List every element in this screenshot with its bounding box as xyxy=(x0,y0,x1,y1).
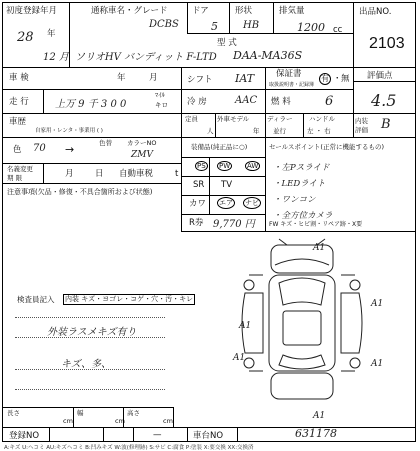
height-unit: cm xyxy=(163,417,173,425)
name-change-month: 月 xyxy=(65,169,74,179)
equipment-label: 装備品(純正品に○) xyxy=(191,143,248,151)
first-reg-label: 初度登録年月 xyxy=(6,6,58,16)
handle-label: ハンドル xyxy=(309,115,335,123)
history-sub: 自家用・レンタ・事業用 ( ) xyxy=(35,128,103,134)
color-no-label: カラーNO xyxy=(127,139,157,147)
displacement-unit: cc xyxy=(333,25,343,35)
color-label: 色 xyxy=(13,145,22,155)
width-label: 幅 xyxy=(77,409,84,417)
lot-value: 2103 xyxy=(369,35,405,52)
rating-value: 4.5 xyxy=(371,91,397,110)
warranty-sub: 取扱説明書・記録簿 xyxy=(269,82,315,88)
chassis-label: 車台NO xyxy=(193,431,224,441)
inspection-year: 年 xyxy=(117,73,126,83)
ac-value: AAC xyxy=(235,95,258,106)
inspector-label: 検査員記入 xyxy=(17,295,55,304)
note-line-2: キズ、多、 xyxy=(61,359,112,370)
equip-sr: SR xyxy=(193,180,205,190)
damage-mark-left-rear: A1 xyxy=(233,353,246,363)
length-unit: cm xyxy=(63,417,73,425)
inspector-items: 内装 キズ・ヨゴレ・コゲ・穴・汚・キレ xyxy=(65,295,194,303)
displacement-value: 1200 xyxy=(297,21,325,34)
ext-model-label: 外車モデル xyxy=(217,115,250,123)
warranty-no: 無 xyxy=(341,74,350,84)
mileage-unit-km: キロ xyxy=(155,101,168,109)
damage-mark-right-rear: A1 xyxy=(371,359,384,369)
width-unit: cm xyxy=(115,417,125,425)
interior-sub: 評価 xyxy=(355,126,368,134)
capacity-label: 定員 xyxy=(185,115,198,123)
equip-leather: カワ xyxy=(189,199,207,209)
shift-value: IAT xyxy=(235,72,255,85)
legend-footer: A:キズ U:ヘコミ AU:キズヘコミ B:凹みキズ W:波(修理跡) S:サビ C:腐食 P:塗装 X:要交換 XX:交換済 xyxy=(4,445,254,451)
damage-mark-front: A1 xyxy=(313,243,326,253)
inspection-month: 月 xyxy=(149,73,158,83)
damage-mark-rear: A1 xyxy=(313,411,326,421)
displacement-label: 排気量 xyxy=(279,6,305,16)
warranty-sep: ・ xyxy=(333,74,342,84)
first-reg-year-suffix: 年 xyxy=(47,29,56,39)
warranty-yes: 有 xyxy=(321,74,329,83)
inspection-label: 車 検 xyxy=(9,73,29,83)
color-change-label: 色替 xyxy=(99,139,112,147)
name-change-label: 名義変更 xyxy=(7,165,33,173)
mileage-value: 上万 9 千 3 0 0 xyxy=(55,99,127,110)
shape-value: HB xyxy=(243,20,260,31)
warranty-label: 保証書 xyxy=(276,69,302,79)
ac-label: 冷 房 xyxy=(187,97,207,107)
name-change-day: 日 xyxy=(95,169,104,179)
recycle-label: R券 xyxy=(189,218,204,228)
shift-label: シフト xyxy=(187,75,213,85)
car-name-value: ソリオHV バンディット F-LTD xyxy=(75,52,217,63)
sales-point-2: ・LEDライト xyxy=(273,179,326,189)
fuel-value: 6 xyxy=(325,94,334,109)
equip-tv: TV xyxy=(221,180,233,190)
note-line-1: 外装ラスメキズ有り xyxy=(47,327,137,338)
color-arrow: → xyxy=(65,143,75,156)
dealer-sub: 並行 xyxy=(273,127,286,135)
ext-model-sub: 年 xyxy=(253,127,260,135)
color-value: 70 xyxy=(33,143,46,154)
name-change-sub: 期 限 xyxy=(7,174,23,182)
damage-mark-left: A1 xyxy=(239,321,252,331)
model-label: 型 式 xyxy=(217,38,237,48)
equipment-legend: FW キズ・ヒビ割・リペア跡・X要 xyxy=(269,221,363,228)
grade-code: DCBS xyxy=(149,19,179,30)
tax-unit: t xyxy=(175,169,179,179)
equip-aw: AW xyxy=(247,162,259,170)
chassis-value: 631178 xyxy=(295,427,337,440)
lot-label: 出品NO. xyxy=(359,7,392,17)
handle-sub: 左 ・ 右 xyxy=(307,127,331,135)
color-no-value: ZMV xyxy=(131,150,153,160)
sales-point-label: セールスポイント(正常に機能するもの) xyxy=(269,143,384,151)
tax-label: 自動車税 xyxy=(119,169,154,179)
fuel-label: 燃 料 xyxy=(271,97,291,107)
recycle-value: 9,770 円 xyxy=(213,219,255,230)
door-label: ドア xyxy=(192,6,209,16)
door-value: 5 xyxy=(211,20,218,33)
equip-air: エア xyxy=(219,199,233,207)
dealer-label: ディラー xyxy=(267,115,293,123)
length-label: 長さ xyxy=(7,409,20,417)
sales-point-1: ・左Pスライド xyxy=(273,163,330,173)
damage-mark-right: A1 xyxy=(371,299,384,309)
first-reg-year: 28 xyxy=(17,30,34,45)
car-name-label: 通称車名・グレード xyxy=(91,6,168,16)
equip-navi: ナビ xyxy=(245,199,259,207)
first-reg-month: 12 月 xyxy=(43,52,69,63)
mileage-unit-mile: ﾏｲﾙ xyxy=(155,91,165,99)
reg-no-label: 登録NO xyxy=(9,431,40,441)
equip-pw: PW xyxy=(219,162,231,170)
height-label: 高さ xyxy=(127,409,140,417)
sales-point-4: ・全方位カメラ xyxy=(273,211,333,221)
history-label: 車歴 xyxy=(9,117,27,127)
interior-value: B xyxy=(381,117,391,132)
reg-no-dash: — xyxy=(153,430,162,440)
model-value: DAA-MA36S xyxy=(233,49,303,62)
equip-ps: PS xyxy=(197,162,206,170)
shape-label: 形状 xyxy=(235,6,253,16)
capacity-unit: 人 xyxy=(207,127,214,135)
rating-label: 評価点 xyxy=(367,71,393,81)
auction-sheet xyxy=(2,2,416,442)
interior-label: 内装 xyxy=(355,117,368,125)
mileage-label: 走 行 xyxy=(9,97,29,107)
caution-label: 注意事項(欠品・修復・不具合箇所および状態) xyxy=(7,188,153,196)
sales-point-3: ・ワンコン xyxy=(273,195,316,205)
